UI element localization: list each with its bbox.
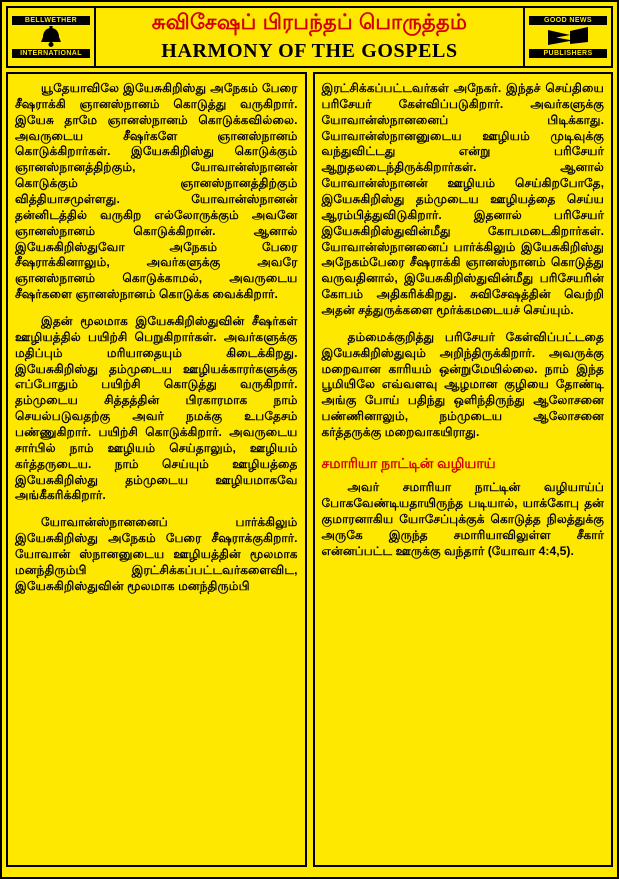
paragraph: யூதேயாவிலே இயேசுகிறிஸ்து அநேகம் பேரை சீஷராக்கி ஞானஸ்நானம் கொடுத்து வருகிறார். இயேசு தாமே ஞானஸ்நானம் கொடுக்கவில்லை. அவருடைய சீஷர்களே ஞானஸ்நானம் கொடுக்கிறார்கள். இயேசுகிறிஸ்து கொடுக்கும் ஞானஸ்நானத்திற்கும், யோவான்ஸ்நானன் கொடுக்கும் ஞானஸ்நானத்திற்கும் வித்தியாசமுள்ளது. யோவான்ஸ்நானன் தன்னிடத்தில் வருகிற எல்லோருக்கும் அவனே ஞானஸ்நானம் கொடுக்கிறான். ஆனால் இயேசுகிறிஸ்துவோ அநேகம் பேரை சீஷராக்கினாலும், அவர்களுக்கு அவரே ஞானஸ்நானம் கொடுக்காமல், அவருடைய சீஷர்களை ஞானஸ்நானம் கொடுக்க வைக்கிறார். [15,81,298,302]
section-heading: சமாரியா நாட்டின் வழியாய் [321,454,496,471]
paragraph: இரட்சிக்கப்பட்டவர்கள் அநேகர். இந்தச் செய்தியை பரிசேயர் கேள்விப்படுகிறார். அவர்களுக்கு யோவான்ஸ்நானனைப் பிடிக்காது. யோவான்ஸ்நானனுடைய ஊழியம் முடிவுக்கு வந்துவிட்டது என்று பரிசேயர் ஆறுதலடைந்திருக்கிறார்கள். ஆனால் யோவான்ஸ்நானன் ஊழியம் செய்கிறபோதே, இயேசுகிறிஸ்து தம்முடைய ஊழியத்தை செய்ய ஆரம்பித்துவிடுகிறார். இதனால் பரிசேயர் இயேசுகிறிஸ்துவின்மீது கோபமடைகிறார்கள். யோவான்ஸ்நானனைப் பார்க்கிலும் இயேசுகிறிஸ்து அநேகம்பேரை சீஷராக்கி ஞானஸ்நானம் கொடுத்து வருவதினால், இயேசுகிறிஸ்துவின்மீது பரிசேயரின் கோபம் அதிகரிக்கிறது. சுவிசேஷத்தின் வெற்றி அதன் சத்துருக்களை மூர்க்கமடையச் செய்யும். [321,81,604,318]
publisher-right-bottom-text: PUBLISHERS [529,49,607,58]
paragraph: தம்மைக்குறித்து பரிசேயர் கேள்விப்பட்டதை இயேசுகிறிஸ்துவும் அறிந்திருக்கிறார். அவருக்கு மறைவான காரியம் ஒன்றுமேயில்லை. நாம் இந்த பூமியிலே எவ்வளவு ஆழமான குழியை தோண்டி அங்கு போய் பதிந்து ஒளிந்திருந்து ஆலோசனை பண்ணினாலும், நம்முடைய ஆலோசனை கர்த்தருக்கு மறைவாகயிராது. [321,329,604,440]
page-title-tamil: சுவிசேஷப் பிரபந்தப் பொருத்தம் [151,10,468,34]
publisher-left-top-text: BELLWETHER [12,16,90,25]
trumpet-icon [532,26,604,48]
body-columns [6,72,613,867]
page-header [6,6,613,68]
publisher-right-top-text: GOOD NEWS [529,16,607,25]
paragraph: யோவான்ஸ்நானனைப் பார்க்கிலும் இயேசுகிறிஸ்து அநேகம் பேரை சீஷராக்குகிறார். யோவான் ஸ்நானனுடைய ஊழியத்தின் மூலமாக மனந்திரும்பி இரட்சிக்கப்பட்டவர்களைவிட, இயேசுகிறிஸ்துவின் மூலமாக மனந்திரும்பி [15,515,298,593]
left-column [6,72,307,867]
paragraph: இதன் மூலமாக இயேசுகிறிஸ்துவின் சீஷர்கள் ஊழியத்தில் பயிற்சி பெறுகிறார்கள். அவர்களுக்கு மதிப்பும் மரியாதையும் கிடைக்கிறது. இயேசுகிறிஸ்து தம்முடைய ஊழியக்காரர்களுக்கு எப்போதும் பயிற்சி கொடுத்து வருகிறார். தம்முடைய சித்தத்தின் பிரகாரமாக நாம் செயல்படுவதற்கு அவர் நமக்கு உபதேசம் பண்ணுகிறார். பயிற்சி கொடுக்கிறார். அவருடைய சார்பில் நாம் ஊழியம் செய்தாலும், ஊழியம் கர்த்தருடைய. நாம் செய்யும் ஊழியத்தை இயேசுகிறிஸ்து தம்முடைய ஊழியமாகவே அங்கீகரிக்கிறார். [15,314,298,503]
right-column [313,72,614,867]
publisher-left-bottom-text: INTERNATIONAL [12,49,90,58]
publisher-logo-left [8,8,96,66]
page-title-english: HARMONY OF THE GOSPELS [161,40,458,63]
publisher-logo-right [523,8,611,66]
bell-icon [15,26,87,48]
page-title-block [96,8,523,66]
paragraph: அவர் சமாரியா நாட்டின் வழியாய்ப் போகவேண்டியதாயிருந்த படியால், யாக்கோபு தன் குமாரனாகிய யோசேப்புக்குக் கொடுத்த நிலத்துக்கு அருகே இருந்த சமாரியாவிலுள்ள சீகார் என்னப்பட்ட ஊருக்கு வந்தார் (யோவா 4:4,5). [321,480,604,558]
